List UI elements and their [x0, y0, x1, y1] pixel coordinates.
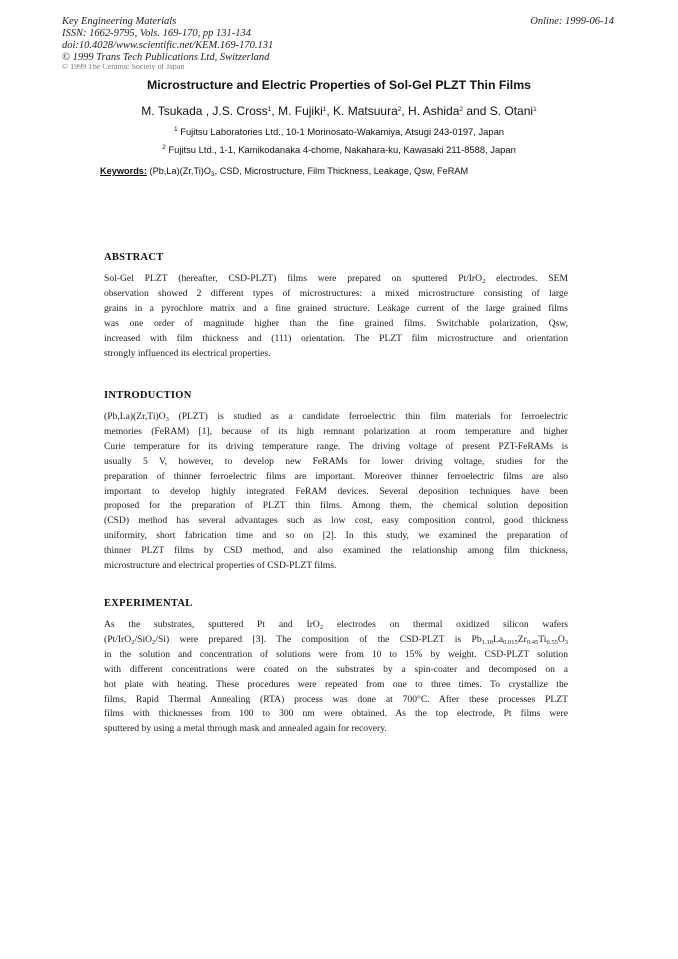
text-line: preparation of thinner ferroelectric films are important. Moreover thinner ferroelectric films are also — [104, 470, 568, 482]
text-line: grains in a pyrochlore matrix and a fine grained structure. Leakage current of the large grained films — [104, 302, 568, 314]
text-line: films with thicknesses from 100 to 300 nm were obtained. As the top electrode, Pt films were — [104, 708, 568, 720]
text-line: uniformity, short fabrication time and so on [2]. In this study, we examined the preparation of — [104, 530, 568, 542]
text-line: with different concentrations were coated on the substrates by a spin-coater and decomposed on a — [104, 663, 568, 675]
author-text: , H. Ashida — [401, 104, 460, 118]
keywords-label: Keywords: — [100, 166, 147, 176]
affiliation-2 — [0, 144, 678, 155]
text-line: $(Pb,La)(Zr,Ti)O_3$ (PLZT) is studied as a candidate ferroelectric thin film materials for ferroelectric — [104, 411, 568, 423]
introduction-body — [104, 410, 568, 574]
text-line: (CSD) method has several advantages such as low cost, easy composition control, good thickness — [104, 515, 568, 527]
text-line: usually 5 V, however, to develop new FeRAMs for lower driving voltage, studies for the — [104, 455, 568, 467]
affiliation-1 — [0, 126, 678, 137]
text-line: hot plate with heating. These procedures were repeated from one to three times. To crystallize the — [104, 678, 568, 690]
text-line: films, Rapid Thermal Annealing (RTA) process was done at 700°C. After these processes PLZT — [104, 693, 568, 705]
introduction-heading: INTRODUCTION — [104, 390, 192, 401]
abstract-body — [104, 272, 568, 361]
publication-header — [62, 16, 273, 64]
keywords-line — [100, 166, 620, 176]
text-line: memories (FeRAM) [1], because of its high remnant polarization at room temperature and higher — [104, 425, 568, 437]
text-line: important to develop highly integrated FeRAM devices. Several deposition techniques have been — [104, 485, 568, 497]
text-line: observation showed 2 different types of microstructures: a mixed microstructure consisting of large — [104, 287, 568, 299]
experimental-body — [104, 618, 568, 737]
affiliation-mark: 2 — [162, 144, 166, 151]
copyright-line: © 1999 Trans Tech Publications Ltd, Switzerland — [62, 52, 270, 63]
text-line: proposed for the preparation of PLZT thin films. Among them, the chemical solution deposition — [104, 500, 568, 512]
experimental-heading: EXPERIMENTAL — [104, 598, 193, 609]
author-sup: 1 — [322, 106, 327, 113]
online-date: Online: 1999-06-14 — [530, 16, 614, 27]
author-text: M. Tsukada , J.S. Cross — [141, 104, 268, 118]
keywords-text: (Pb,La)(Zr,Ti)O — [146, 166, 211, 176]
affiliation-mark: 1 — [173, 126, 178, 133]
text-line: in the solution and concentration of solutions were from 10 to 15% by weight. CSD-PLZT solution — [104, 648, 568, 660]
paper-title: Microstructure and Electric Properties of Sol-Gel PLZT Thin Films — [146, 78, 531, 92]
affiliation-text: Fujitsu Ltd., 1-1, Kamikodanaka 4-chome, Nakahara-ku, Kawasaki 211-8588, Japan — [168, 144, 516, 155]
author-sup: 2 — [397, 106, 402, 113]
abstract-heading: ABSTRACT — [104, 252, 164, 263]
author-sup: 2 — [459, 106, 464, 113]
text-line: strongly influenced its electrical properties. — [104, 347, 271, 359]
author-text: , K. Matsuura — [326, 104, 398, 118]
text-line: Sol-Gel PLZT (hereafter, CSD-PLZT) films were prepared on sputtered Pt/IrO$_2$ electrodes. SEM — [104, 273, 568, 285]
author-sup: 1 — [267, 106, 272, 113]
keywords-subscript: 3 — [210, 171, 215, 178]
keywords-text: , CSD, Microstructure, Film Thickness, Leakage, Qsw, FeRAM — [214, 166, 469, 176]
cut-off-copyright-strip: © 1999 The Ceramic Society of Japan — [62, 64, 185, 70]
text-line: microstructure and electrical properties of CSD-PLZT films. — [104, 560, 337, 572]
doi-line: doi:10.4028/www.scientific.net/KEM.169-170.131 — [62, 40, 274, 51]
author-text: and S. Otani — [463, 104, 534, 118]
text-line: thinner PLZT films by CSD method, and also examined the relationship among film thickness, — [104, 545, 568, 557]
text-line: sputtered by using a metal through mask and annealed again for recovery. — [104, 723, 387, 735]
text-line: Curie temperature for its driving temperature range. The driving voltage of present PZT-FeRAMs is — [104, 440, 568, 452]
text-line: (Pt/IrO$_2$/SiO$_2$/Si) were prepared [3]. The composition of the CSD-PLZT is $Pb_{1.10}La_{0.015}Zr_{0.45}Ti_{0.55}O_3$ — [104, 633, 568, 646]
journal-name: Key Engineering Materials — [62, 16, 177, 27]
author-sup: 1 — [533, 106, 537, 113]
text-line: As the substrates, sputtered Pt and IrO$_2$ electrodes on thermal oxidized silicon wafers — [104, 619, 568, 631]
text-line: was one order of magnitude higher than the fine grained films. Switchable polarization, Qsw, — [104, 317, 568, 329]
author-list — [0, 104, 678, 118]
issn-line: ISSN: 1662-9795, Vols. 169-170, pp 131-134 — [62, 28, 251, 39]
author-text: , M. Fujiki — [271, 104, 323, 118]
affiliation-text: Fujitsu Laboratories Ltd., 10-1 Morinosato-Wakamiya, Atsugi 243-0197, Japan — [180, 126, 505, 137]
text-line: increased with film thickness and (111) orientation. The PLZT film microstructure and orientation — [104, 332, 568, 344]
